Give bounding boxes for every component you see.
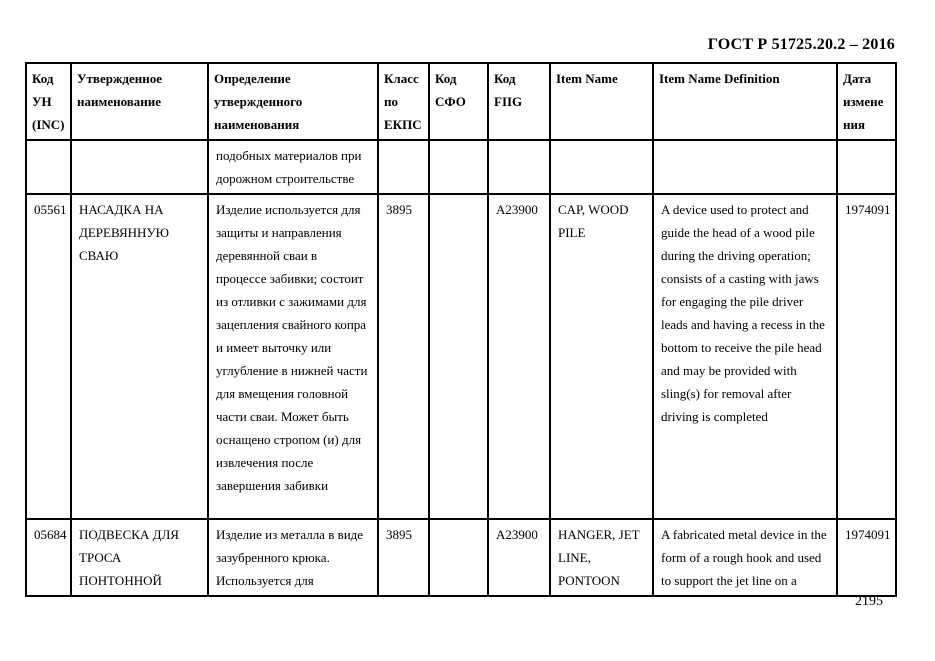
cell-approved-name: ПОДВЕСКА ДЛЯ ТРОСА ПОНТОННОЙ xyxy=(71,519,208,596)
cell-change-date: 1974091 xyxy=(837,519,896,596)
cell-item-name-definition xyxy=(653,140,837,194)
cell-approved-name-definition: Изделие из металла в виде зазубренного крюка. Используется для xyxy=(208,519,378,596)
cell-item-name: CAP, WOOD PILE xyxy=(550,194,653,519)
col-header-change-date: Дата изменения xyxy=(837,63,896,140)
cell-item-name-definition: A device used to protect and guide the head of a wood pile during the driving operation; consists of a casting with jaws for engaging the pile driver leads and having a recess in the bottom to receive the pile head and may be provided with sling(s) for removal after driving is completed xyxy=(653,194,837,519)
cell-change-date xyxy=(837,140,896,194)
cell-approved-name-definition: Изделие используется для защиты и направления деревянной сваи в процессе забивки; состоит из отливки с зажимами для зацепления свайного копра и имеет выточку или углубление в нижней части для вмещения головной части сваи. Может быть оснащено стропом (и) для извлечения после завершения забивки xyxy=(208,194,378,519)
cell-ekps-class: 3895 xyxy=(378,519,429,596)
cell-item-name: HANGER, JET LINE, PONTOON xyxy=(550,519,653,596)
table-row xyxy=(26,519,896,596)
cell-ekps-class: 3895 xyxy=(378,194,429,519)
cell-approved-name xyxy=(71,140,208,194)
col-header-item-name: Item Name xyxy=(550,63,653,140)
cell-sfo-code xyxy=(429,519,488,596)
cell-fiig-code: A23900 xyxy=(488,194,550,519)
cell-sfo-code xyxy=(429,194,488,519)
col-header-item-name-definition: Item Name Definition xyxy=(653,63,837,140)
cell-inc-code: 05684 xyxy=(26,519,71,596)
cell-ekps-class xyxy=(378,140,429,194)
table-row xyxy=(26,194,896,519)
cell-fiig-code xyxy=(488,140,550,194)
col-header-inc-code: Код УН (INC) xyxy=(26,63,71,140)
page-number: 2195 xyxy=(855,594,883,609)
col-header-sfo-code: Код СФО xyxy=(429,63,488,140)
table-row xyxy=(26,140,896,194)
cell-fiig-code: A23900 xyxy=(488,519,550,596)
col-header-approved-name-definition: Определение утвержденного наименования xyxy=(208,63,378,140)
col-header-ekps-class: Класс по ЕКПС xyxy=(378,63,429,140)
cell-sfo-code xyxy=(429,140,488,194)
document-standard-title: ГОСТ Р 51725.20.2 – 2016 xyxy=(707,36,895,53)
cell-item-name xyxy=(550,140,653,194)
cell-item-name-definition: A fabricated metal device in the form of a rough hook and used to support the jet line on a xyxy=(653,519,837,596)
cell-approved-name: НАСАДКА НА ДЕРЕВЯННУЮ СВАЮ xyxy=(71,194,208,519)
cell-approved-name-definition: подобных материалов при дорожном строительстве xyxy=(208,140,378,194)
cell-change-date: 1974091 xyxy=(837,194,896,519)
catalog-table xyxy=(25,62,897,597)
col-header-approved-name: Утвержденное наименование xyxy=(71,63,208,140)
col-header-fiig-code: Код FIIG xyxy=(488,63,550,140)
cell-inc-code xyxy=(26,140,71,194)
cell-inc-code: 05561 xyxy=(26,194,71,519)
table-header-row xyxy=(26,63,896,140)
